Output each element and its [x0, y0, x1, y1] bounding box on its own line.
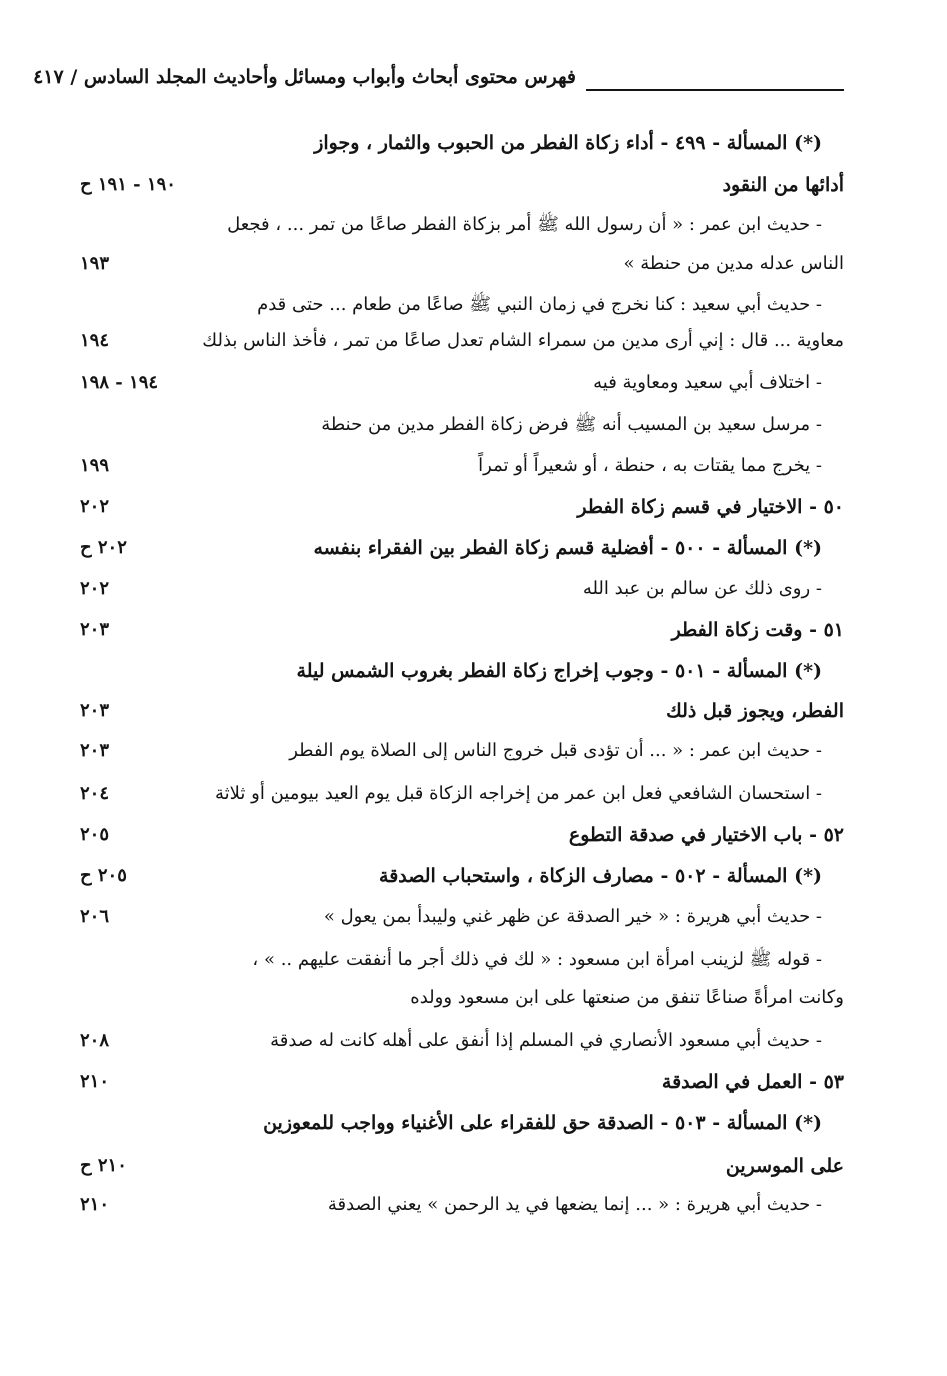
entry-page: ٢٠٨	[80, 1030, 110, 1051]
entry-text: - مرسل سعيد بن المسيب أنه ﷺ فرض زكاة الفطر مدين من حنطة	[321, 414, 822, 435]
entry-text: معاوية ... قال : إني أرى مدين من سمراء الشام تعدل صاعًا من تمر ، فأخذ الناس بذلك	[202, 330, 844, 351]
entry-page: ١٩٠ - ١٩١ ح	[80, 174, 176, 195]
entry-text: - روى ذلك عن سالم بن عبد الله	[582, 578, 822, 599]
entry-text: (*) المسألة - ٥٠١ - وجوب إخراج زكاة الفطر بغروب الشمس ليلة	[296, 660, 822, 682]
entry-text: - حديث ابن عمر : « ... أن تؤدى قبل خروج الناس إلى الصلاة يوم الفطر	[289, 740, 822, 761]
entry-text: - استحسان الشافعي فعل ابن عمر من إخراجه الزكاة قبل يوم العيد بيومين أو ثلاثة	[215, 783, 822, 804]
entry-text: (*) المسألة - ٥٠٣ - الصدقة حق للفقراء على الأغنياء وواجب للمعوزين	[263, 1112, 822, 1134]
entry-text: (*) المسألة - ٥٠٢ - مصارف الزكاة ، واستحباب الصدقة	[379, 865, 822, 887]
header-title: فهرس محتوى أبحاث وأبواب ومسائل وأحاديث المجلد السادس / ٤١٧	[33, 66, 576, 88]
entry-page: ٢٠٣	[80, 740, 110, 761]
entry-text: (*) المسألة - ٤٩٩ - أداء زكاة الفطر من الحبوب والثمار ، وجواز	[314, 132, 822, 154]
entry-page: ١٩٩	[80, 455, 110, 476]
entry-page: ٢٠٢	[80, 578, 110, 599]
entry-text: - حديث أبي مسعود الأنصاري في المسلم إذا أنفق على أهله كانت له صدقة	[270, 1030, 822, 1051]
entry-text: - حديث أبي هريرة : « خير الصدقة عن ظهر غني وليبدأ بمن يعول »	[323, 906, 822, 927]
entry-text: على الموسرين	[725, 1155, 844, 1177]
entry-text: وكانت امرأةً صناعًا تنفق من صنعتها على ابن مسعود وولده	[410, 987, 844, 1008]
entry-page: ٢٠٤	[80, 783, 110, 804]
entry-text: ٥١ - وقت زكاة الفطر	[671, 619, 844, 641]
entry-page: ٢٠٥	[80, 824, 110, 845]
entry-page: ٢١٠	[80, 1194, 110, 1215]
entry-page: ١٩٣	[80, 253, 110, 274]
entry-text: الناس عدله مدين من حنطة »	[623, 253, 844, 274]
entry-text: (*) المسألة - ٥٠٠ - أفضلية قسم زكاة الفطر بين الفقراء بنفسه	[313, 537, 822, 559]
entry-text: ٥٣ - العمل في الصدقة	[661, 1071, 844, 1093]
entry-text: أدائها من النقود	[722, 174, 844, 196]
entry-text: - اختلاف أبي سعيد ومعاوية فيه	[593, 372, 822, 393]
entry-page: ١٩٤ - ١٩٨	[80, 372, 159, 393]
entry-text: - حديث ابن عمر : « أن رسول الله ﷺ أمر بزكاة الفطر صاعًا من تمر ... ، فجعل	[227, 214, 822, 235]
entry-page: ٢١٠ ح	[80, 1155, 127, 1176]
entry-text: - يخرج مما يقتات به ، حنطة ، أو شعيراً أو تمراً	[478, 455, 822, 476]
entry-text: ٥٠ - الاختيار في قسم زكاة الفطر	[577, 496, 844, 518]
entry-page: ٢٠٢	[80, 496, 110, 517]
entry-text: - قوله ﷺ لزينب امرأة ابن مسعود : « لك في ذلك أجر ما أنفقت عليهم .. » ،	[252, 949, 822, 970]
entry-page: ١٩٤	[80, 330, 110, 351]
entry-page: ٢٠٦	[80, 906, 110, 927]
entry-page: ٢٠٥ ح	[80, 865, 127, 886]
entry-page: ٢١٠	[80, 1071, 110, 1092]
entry-page: ٢٠٣	[80, 619, 110, 640]
entry-text: الفطر، ويجوز قبل ذلك	[666, 700, 844, 722]
entry-text: - حديث أبي سعيد : كنا نخرج في زمان النبي ﷺ صاعًا من طعام ... حتى قدم	[257, 294, 822, 315]
entry-text: - حديث أبي هريرة : « ... إنما يضعها في يد الرحمن » يعني الصدقة	[327, 1194, 822, 1215]
entry-page: ٢٠٢ ح	[80, 537, 127, 558]
entry-text: ٥٢ - باب الاختيار في صدقة التطوع	[568, 824, 844, 846]
entry-page: ٢٠٣	[80, 700, 110, 721]
